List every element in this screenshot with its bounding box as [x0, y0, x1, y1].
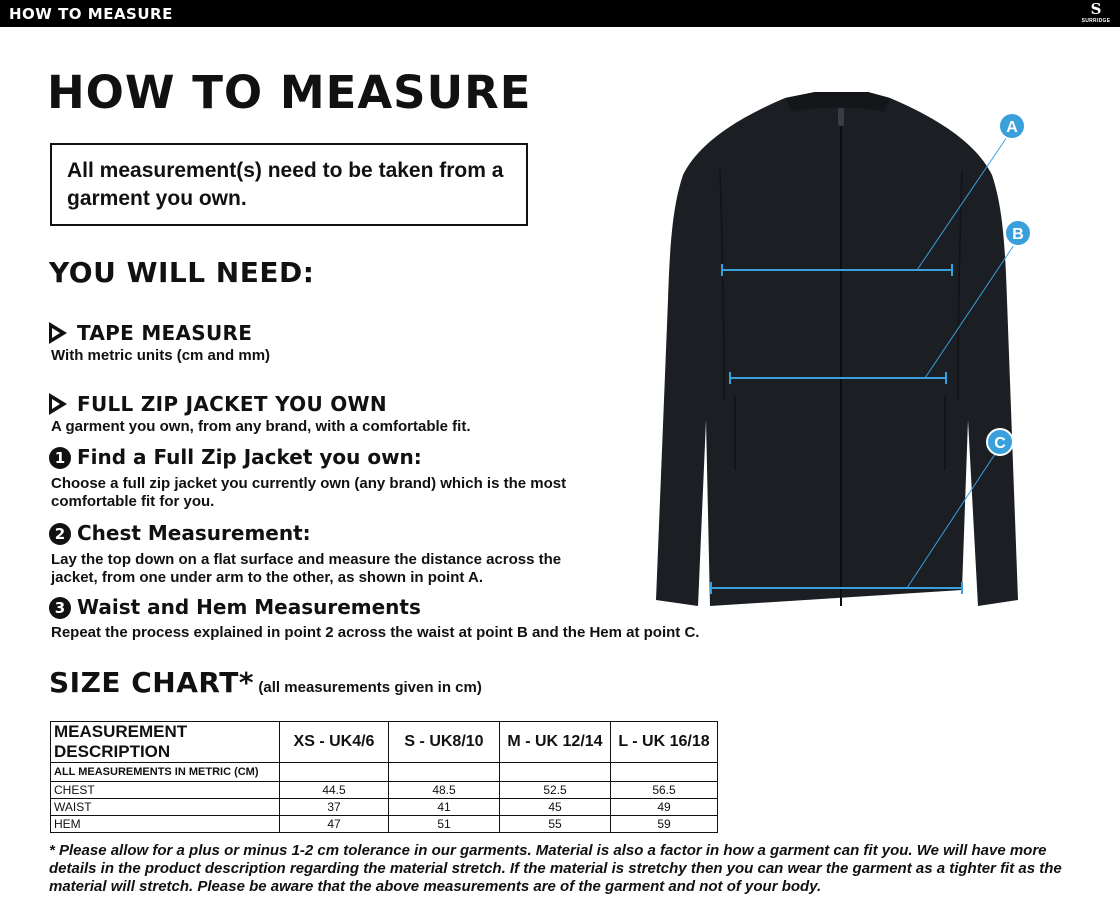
- table-row: [51, 816, 718, 833]
- table-row: [51, 799, 718, 816]
- row-label: WAIST: [51, 799, 280, 816]
- size-chart-title: SIZE CHART*: [49, 666, 254, 699]
- notice-box: [50, 143, 528, 226]
- step-number-badge: 2: [49, 523, 71, 545]
- zip-pull-icon: [838, 108, 844, 126]
- step-2-title: [49, 521, 311, 545]
- header-cell: M - UK 12/14: [500, 722, 611, 763]
- notice-text: All measurement(s) need to be taken from a garment you own.: [67, 159, 504, 210]
- table-cell: 45: [500, 799, 611, 816]
- size-chart-subtitle: (all measurements given in cm): [258, 679, 482, 696]
- marker-b-label: B: [1012, 226, 1024, 243]
- table-row: [51, 763, 718, 782]
- table-cell: 47: [280, 816, 389, 833]
- unit-cell: ALL MEASUREMENTS IN METRIC (CM): [51, 763, 280, 782]
- step-1-title: [49, 445, 422, 469]
- step-title-text: Chest Measurement:: [77, 521, 311, 545]
- play-arrow-icon: [49, 322, 67, 344]
- step-1-text: Choose a full zip jacket you currently own (any brand) which is the most comfortable fit for you.: [51, 475, 567, 510]
- table-cell: 41: [389, 799, 500, 816]
- footnote: * Please allow for a plus or minus 1-2 cm tolerance in our garments. Material is also a factor in how a garment can fit you. We will have more details in the product description regarding the material stretch. If the material is stretchy then you can wear the garment as a tighter fit as the material will stretch. Please be aware that the above measurements are of the garment and not of your body.: [49, 842, 1062, 895]
- step-title-text: Find a Full Zip Jacket you own:: [77, 445, 422, 469]
- need-item-desc: A garment you own, from any brand, with a comfortable fit.: [51, 418, 471, 435]
- need-item-tape: [49, 321, 252, 345]
- jacket-body: [656, 92, 1018, 606]
- play-arrow-icon: [49, 393, 67, 415]
- table-cell: 37: [280, 799, 389, 816]
- marker-a: [999, 113, 1025, 139]
- row-label: HEM: [51, 816, 280, 833]
- surridge-logo: [1078, 2, 1114, 26]
- you-will-need-heading: YOU WILL NEED:: [49, 256, 315, 289]
- step-3-title: [49, 595, 421, 619]
- step-number-badge: 3: [49, 597, 71, 619]
- need-item-desc: With metric units (cm and mm): [51, 347, 271, 364]
- marker-c-label: C: [994, 435, 1006, 452]
- table-cell: 59: [611, 816, 718, 833]
- logo-mark-icon: S: [1090, 0, 1102, 18]
- table-header-row: [51, 722, 718, 763]
- header-cell: MEASUREMENT DESCRIPTION: [51, 722, 280, 763]
- page-title: HOW TO MEASURE: [47, 66, 532, 119]
- table-cell: 48.5: [389, 782, 500, 799]
- header-cell: S - UK8/10: [389, 722, 500, 763]
- top-bar-title: HOW TO MEASURE: [9, 5, 173, 23]
- marker-a-label: A: [1006, 119, 1018, 136]
- table-cell: 55: [500, 816, 611, 833]
- jacket-illustration: [640, 90, 1040, 615]
- row-label: CHEST: [51, 782, 280, 799]
- need-item-title: FULL ZIP JACKET YOU OWN: [77, 392, 387, 416]
- table-row: [51, 782, 718, 799]
- table-cell: 56.5: [611, 782, 718, 799]
- marker-b: [1005, 220, 1031, 246]
- need-item-title: TAPE MEASURE: [77, 321, 253, 345]
- step-2-text: Lay the top down on a flat surface and measure the distance across the jacket, from one under arm to the other, as shown in point A.: [51, 551, 562, 586]
- logo-text: SURRIDGE: [1081, 18, 1111, 24]
- table-cell: 51: [389, 816, 500, 833]
- step-number-badge: 1: [49, 447, 71, 469]
- header-cell: XS - UK4/6: [280, 722, 389, 763]
- need-item-jacket: [49, 392, 387, 416]
- header-cell: L - UK 16/18: [611, 722, 718, 763]
- step-title-text: Waist and Hem Measurements: [77, 595, 421, 619]
- size-chart-table: [50, 721, 718, 833]
- top-bar: [0, 0, 1120, 27]
- step-3-text: Repeat the process explained in point 2 across the waist at point B and the Hem at point C.: [51, 624, 700, 641]
- table-cell: 49: [611, 799, 718, 816]
- table-cell: 52.5: [500, 782, 611, 799]
- table-cell: 44.5: [280, 782, 389, 799]
- size-chart-heading: [49, 666, 482, 699]
- marker-c: [987, 429, 1013, 455]
